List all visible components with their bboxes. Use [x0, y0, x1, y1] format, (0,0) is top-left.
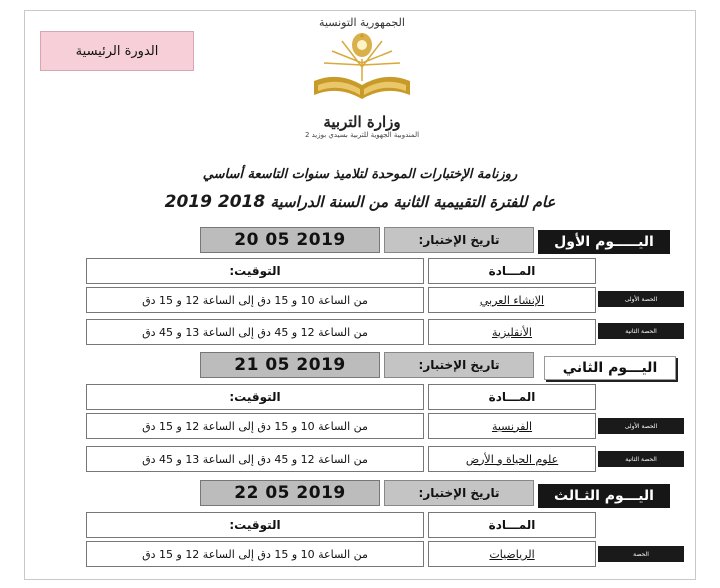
day-2-date-label: تاريخ الإختبار:	[384, 352, 534, 378]
day-1-label: اليـــــوم الأول	[538, 230, 670, 254]
day-1-timing-header: التوقيت:	[86, 258, 424, 284]
day-2-label: اليـــوم الثاني	[544, 356, 676, 380]
day-1-date: 20 05 2019	[200, 227, 380, 253]
ministry-subtitle: المندوبية الجهوية للتربية بسيدي بوزيد 2	[304, 131, 420, 139]
day-3-date-label: تاريخ الإختبار:	[384, 480, 534, 506]
subtitle-text: عام للفترة التقييمية الثانية من السنة الدراسية	[270, 193, 556, 211]
day-3-timing-header: التوقيت:	[86, 512, 424, 538]
day-2-row-2-tag: الحصة الثانية	[598, 451, 684, 467]
day-2-row-2-time: من الساعة 12 و 45 دق إلى الساعة 13 و 45 دق	[86, 446, 424, 472]
subject-text: علوم الحياة و الأرض	[465, 452, 559, 466]
emblem-book-icon	[302, 29, 422, 109]
day-2-row-2-subject	[428, 446, 596, 472]
day-2-timing-header: التوقيت:	[86, 384, 424, 410]
ministry-logo	[292, 16, 432, 146]
day-3-row-1-subject	[428, 541, 596, 567]
day-2-date: 21 05 2019	[200, 352, 380, 378]
session-badge: الدورة الرئيسية	[40, 31, 194, 71]
subject-text: الأنقليزية	[492, 325, 532, 339]
day-1-row-2-subject	[428, 319, 596, 345]
calendar-subtitle	[120, 192, 600, 212]
day-2-subject-header: المـــادة	[428, 384, 596, 410]
day-1-row-1-tag: الحصة الأولى	[598, 291, 684, 307]
day-1-row-1-subject	[428, 287, 596, 313]
subject-text: الإنشاء العربي	[479, 293, 545, 307]
subject-text: الرياضيات	[489, 547, 535, 561]
day-2-row-1-tag: الحصة الأولى	[598, 418, 684, 434]
day-1-row-2-tag: الحصة الثانية	[598, 323, 684, 339]
ministry-name: وزارة التربية	[323, 113, 401, 131]
day-3-row-1-tag: الحصة	[598, 546, 684, 562]
day-1-row-1-time: من الساعة 10 و 15 دق إلى الساعة 12 و 15 دق	[86, 287, 424, 313]
day-2-row-1-subject	[428, 413, 596, 439]
day-3-subject-header: المـــادة	[428, 512, 596, 538]
day-3-label: اليـــوم الثـالث	[538, 484, 670, 508]
subject-text: الفرنسية	[491, 419, 533, 433]
day-3-date: 22 05 2019	[200, 480, 380, 506]
republic-text: الجمهورية التونسية	[319, 16, 405, 29]
school-year: 2018 2019	[164, 192, 266, 212]
day-3-row-1-time: من الساعة 10 و 15 دق إلى الساعة 12 و 15 دق	[86, 541, 424, 567]
calendar-title: روزنامة الإختبارات الموحدة لتلاميذ سنوات التاسعة أساسي	[202, 167, 518, 182]
day-1-row-2-time: من الساعة 12 و 45 دق إلى الساعة 13 و 45 دق	[86, 319, 424, 345]
day-1-subject-header: المـــادة	[428, 258, 596, 284]
day-2-row-1-time: من الساعة 10 و 15 دق إلى الساعة 12 و 15 دق	[86, 413, 424, 439]
day-1-date-label: تاريخ الإختبار:	[384, 227, 534, 253]
